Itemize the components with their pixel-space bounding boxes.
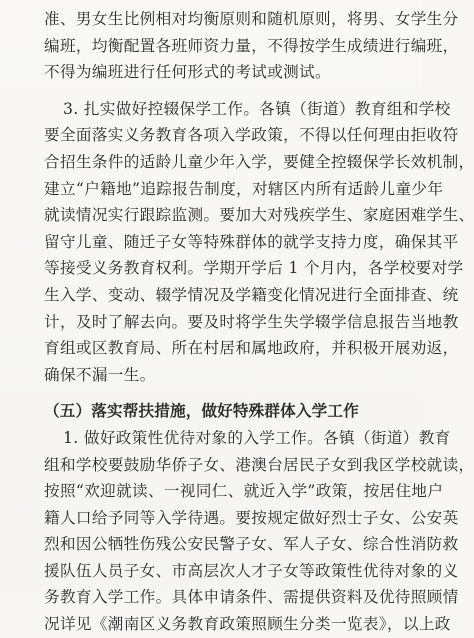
document-line-10: 等接受义务教育权利。学期开学后 1 个月内，各学校要对学 — [44, 259, 464, 278]
document-line-2: 编班，均衡配置各班师资力量，不得按学生成绩进行编班， — [44, 36, 459, 55]
section-spacer — [0, 388, 423, 398]
document-line-23: 况详见《潮南区义务教育政策照顾生分类一览表》，以上政 — [44, 615, 451, 634]
document-line-16: 1. 做好政策性优待对象的入学工作。各镇（街道）教育 — [63, 428, 451, 447]
document-line-8: 就读情况实行跟踪监测。要加大对残疾学生、家庭困难学生、 — [44, 206, 474, 225]
section-heading: （五）落实帮扶措施，做好特殊群体入学工作 — [44, 401, 359, 421]
document-line-17: 组和学校要鼓励华侨子女、港澳台居民子女到我区学校就读， — [44, 455, 474, 474]
document-line-11: 生入学、变动、辍学情况及学籍变化情况进行全面排查、统 — [44, 285, 459, 304]
document-line-13: 育组或区教育局、所在村居和属地政府，并积极开展劝返， — [44, 339, 459, 358]
document-line-5: 要全面落实义务教育各项入学政策，不得以任何理由拒收符 — [44, 126, 459, 145]
document-line-21: 援队伍人员子女、市高层次人才子女等政策性优待对象的义 — [44, 561, 459, 580]
document-line-1: 准、男女生比例相对均衡原则和随机原则，将男、女学生分 — [44, 10, 459, 28]
document-line-9: 留守儿童、随迁子女等特殊群体的就学支持力度，确保其平 — [44, 232, 459, 251]
document-line-14: 确保不漏一生。 — [44, 365, 156, 384]
document-line-3: 不得为编班进行任何形式的考试或测试。 — [44, 63, 331, 82]
document-line-4: 3. 扎实做好控辍保学工作。各镇（街道）教育组和学校 — [63, 99, 451, 118]
document-text-block — [0, 6, 474, 638]
document-line-18: 按照“欢迎就读、一视同仁、就近入学”政策，按居住地户 — [44, 482, 444, 501]
document-line-22: 务教育入学工作。具体申请条件、需提供资料及优待照顾情 — [44, 588, 459, 607]
paragraph-spacer — [0, 86, 423, 96]
document-line-6: 合招生条件的适龄儿童少年入学，要健全控辍保学长效机制， — [44, 152, 474, 171]
document-line-7: 建立“户籍地”追踪报告制度，对辖区内所有适龄儿童少年 — [44, 179, 444, 198]
document-line-12: 计，及时了解去向。要及时将学生失学辍学信息报告当地教 — [44, 312, 459, 331]
document-line-19: 籍人口给予同等入学待遇。要按规定做好烈士子女、公安英 — [44, 508, 459, 527]
document-line-20: 烈和因公牺牲伤残公安民警子女、军人子女、综合性消防救 — [44, 535, 459, 554]
